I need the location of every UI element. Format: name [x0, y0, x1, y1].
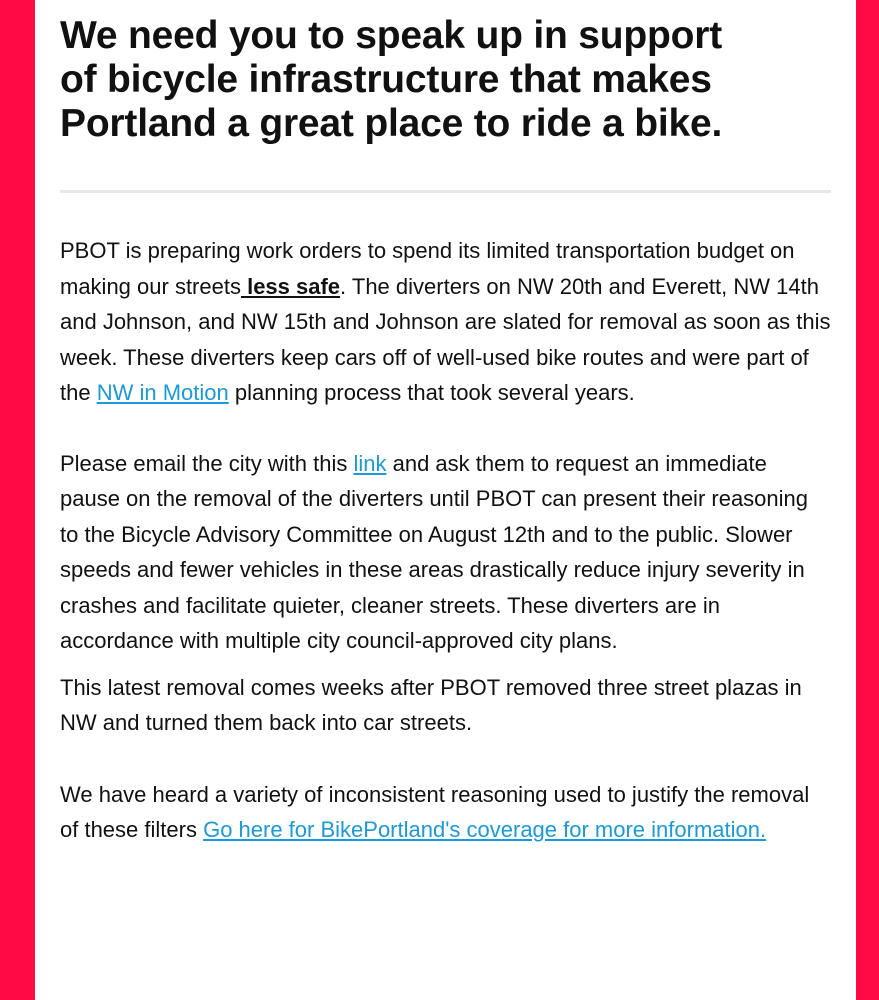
less-safe-emphasis: less safe: [240, 273, 341, 299]
paragraph-4-text-before: We have heard a variety of inconsistent reasoning used to justify the removal of these filters: [60, 781, 810, 842]
divider: [60, 190, 831, 193]
paragraph-diverters: [60, 233, 832, 411]
email-body: [35, 0, 856, 1000]
paragraph-2-text-before: Please email the city with this: [60, 450, 354, 476]
paragraph-email-city: [60, 446, 832, 659]
paragraph-1-text-after: planning process that took several years.: [228, 380, 635, 405]
headline: We need you to speak up in support of bicycle infrastructure that makes Portland a great place to ride a bike.: [60, 14, 723, 145]
paragraph-street-plazas: This latest removal comes weeks after PBOT removed three street plazas in NW and turned them back into car streets.: [60, 674, 802, 735]
content-column: [60, 14, 832, 848]
nw-in-motion-link[interactable]: NW in Motion: [96, 380, 229, 405]
bikeportland-coverage-link[interactable]: Go here for BikePortland's coverage for more information.: [203, 817, 767, 842]
paragraph-1-text-before: PBOT is preparing work orders to spend its limited transportation budget on making our streets: [60, 238, 795, 299]
paragraph-2-text-after: and ask them to request an immediate pause on the removal of the diverters until PBOT can present their reasoning to the Bicycle Advisory Committee on August 12th and to the public. Slower speeds and fewer vehicles in these areas drastically reduce injury severity in crashes and facilitate quieter, cleaner streets. These diverters are in accordance with multiple city council-approved city plans.: [60, 450, 809, 653]
paragraph-1-text-mid: . The diverters on NW 20th and Everett, NW 14th and Johnson, and NW 15th and Johnson are slated for removal as soon as this week. These diverters keep cars off of well-used bike routes and were part of the: [60, 273, 831, 405]
email-link[interactable]: link: [353, 450, 387, 476]
paragraph-reasoning: [60, 777, 832, 848]
